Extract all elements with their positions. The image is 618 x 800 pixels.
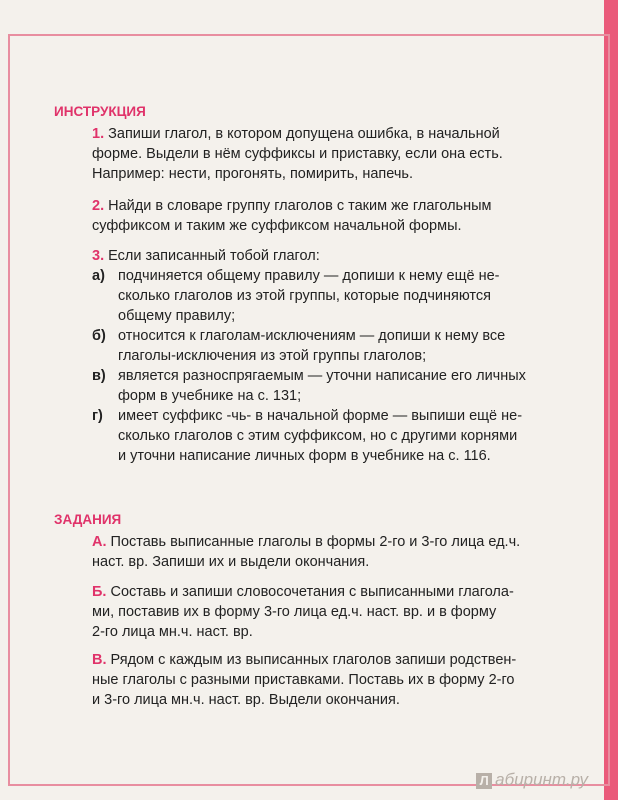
subitem-line: глаголы-исключения из этой группы глаголов; xyxy=(118,348,427,364)
task-line: ми, поставив их в форму 3-го лица ед.ч. наст. вр. и в форму xyxy=(92,604,497,620)
subitem-line: относится к глаголам-исключениям — допиши к нему все xyxy=(118,328,506,344)
task-a xyxy=(92,532,572,572)
subitem-g xyxy=(92,406,578,466)
task-line: Поставь выписанные глаголы в формы 2-го и 3-го лица ед.ч. xyxy=(110,534,521,550)
subitem-line: имеет суффикс -чь- в начальной форме — выпиши ещё не- xyxy=(118,408,523,424)
item-number: 3. xyxy=(92,248,105,264)
item-line: Найди в словаре группу глаголов с таким же глагольным xyxy=(108,198,492,214)
task-v xyxy=(92,650,572,710)
subitem-label: в) xyxy=(92,368,106,384)
subitem-line: и уточни написание личных форм в учебнике на с. 116. xyxy=(118,448,491,464)
task-line: Составь и запиши словосочетания с выписанными глагола- xyxy=(110,584,514,600)
subitem-line: общему правилу; xyxy=(118,308,236,324)
task-line: наст. вр. Запиши их и выдели окончания. xyxy=(92,554,370,570)
task-line: и 3-го лица мн.ч. наст. вр. Выдели окончания. xyxy=(92,692,400,708)
subitem-label: г) xyxy=(92,408,103,424)
subitem-b xyxy=(92,326,578,366)
watermark xyxy=(476,770,588,790)
task-line: 2-го лица мн.ч. наст. вр. xyxy=(92,624,253,640)
instruction-item-3 xyxy=(92,246,572,266)
task-line: Рядом с каждым из выписанных глаголов запиши родствен- xyxy=(110,652,517,668)
tasks-title: ЗАДАНИЯ xyxy=(54,512,122,527)
subitem-line: подчиняется общему правилу — допиши к нему ещё не- xyxy=(118,268,500,284)
instruction-title: ИНСТРУКЦИЯ xyxy=(54,104,146,119)
labirint-logo-icon: Л xyxy=(476,773,492,789)
item-number: 2. xyxy=(92,198,105,214)
subitem-line: сколько глаголов из этой группы, которые подчиняются xyxy=(118,288,491,304)
instruction-item-2 xyxy=(92,196,572,236)
item-line: Например: нести, прогонять, помирить, напечь. xyxy=(92,166,413,182)
task-b xyxy=(92,582,572,642)
subitem-line: является разноспрягаемым — уточни написание его личных xyxy=(118,368,526,384)
subitem-label: а) xyxy=(92,268,105,284)
instruction-item-1 xyxy=(92,124,572,184)
watermark-text: абиринт.ру xyxy=(495,770,588,789)
item-line: форме. Выдели в нём суффиксы и приставку, если она есть. xyxy=(92,146,503,162)
item-line: суффиксом и таким же суффиксом начальной формы. xyxy=(92,218,462,234)
task-letter: А. xyxy=(92,534,107,550)
task-letter: В. xyxy=(92,652,107,668)
item-line: Запиши глагол, в котором допущена ошибка, в начальной xyxy=(108,126,500,142)
task-line: ные глаголы с разными приставками. Поставь их в форму 2-го xyxy=(92,672,515,688)
subitem-a xyxy=(92,266,578,326)
item-number: 1. xyxy=(92,126,105,142)
task-letter: Б. xyxy=(92,584,107,600)
subitem-v xyxy=(92,366,578,406)
item-line: Если записанный тобой глагол: xyxy=(108,248,320,264)
subitem-label: б) xyxy=(92,328,106,344)
subitem-line: сколько глаголов с этим суффиксом, но с другими корнями xyxy=(118,428,518,444)
subitem-line: форм в учебнике на с. 131; xyxy=(118,388,302,404)
